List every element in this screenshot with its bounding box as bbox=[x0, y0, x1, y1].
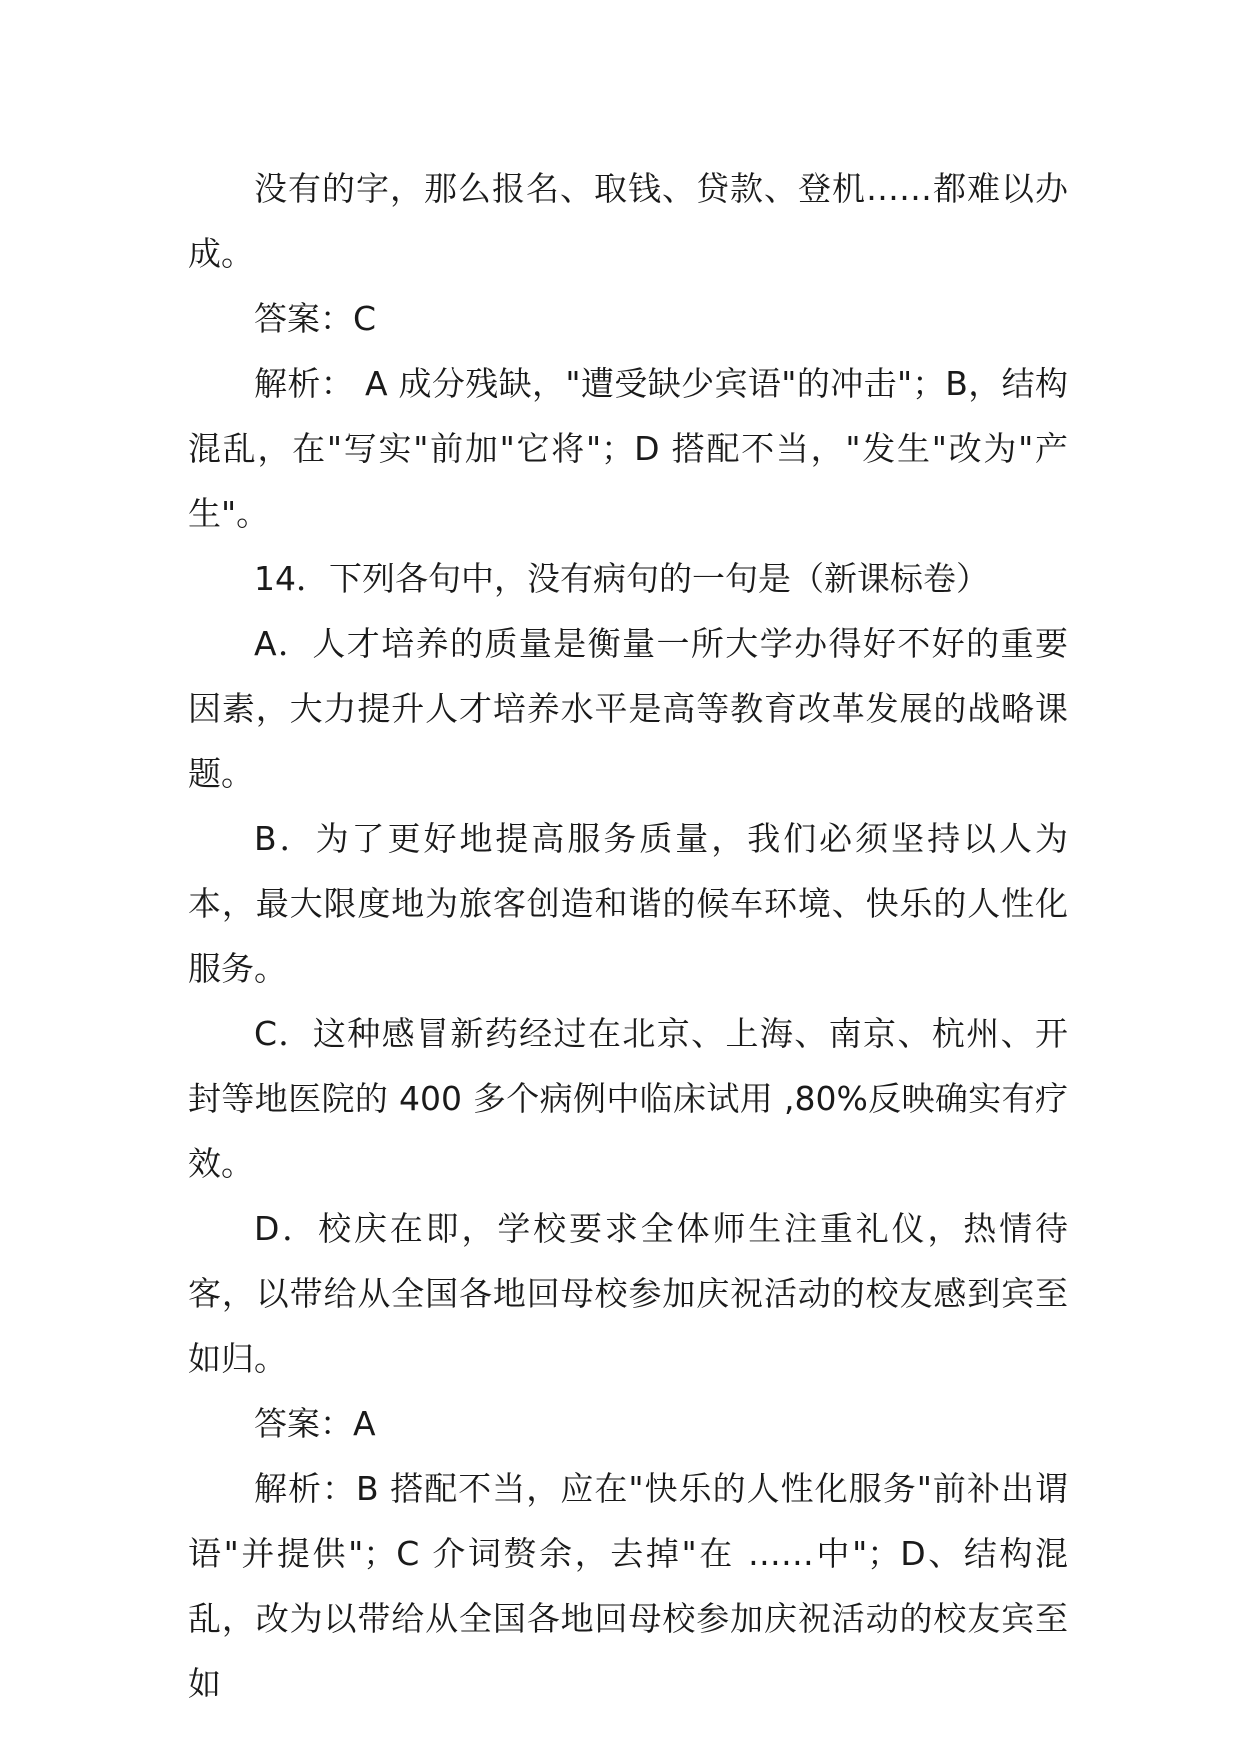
answer-line-13: 答案：C bbox=[254, 299, 377, 338]
explanation-14: 解析：B 搭配不当，应在"快乐的人性化服务"前补出谓语"并提供"；C 介词赘余，去掉"在 ……中"；D、结构混乱，改为以带给从全国各地回母校参加庆祝活动的校友宾至如 bbox=[188, 1469, 1068, 1703]
explanation-13: 解析： A 成分残缺，"遭受缺少宾语"的冲击"；B，结构混乱，在"写实"前加"它将"；D 搭配不当，"发生"改为"产生"。 bbox=[188, 364, 1068, 533]
document-body bbox=[188, 156, 1068, 1716]
option-c: C．这种感冒新药经过在北京、上海、南京、杭州、开封等地医院的 400 多个病例中临床试用 ,80%反映确实有疗效。 bbox=[188, 1014, 1068, 1183]
answer-line-14: 答案：A bbox=[254, 1404, 376, 1443]
option-d: D．校庆在即，学校要求全体师生注重礼仪，热情待客，以带给从全国各地回母校参加庆祝活动的校友感到宾至如归。 bbox=[188, 1209, 1068, 1378]
option-b: B．为了更好地提高服务质量，我们必须坚持以人为本，最大限度地为旅客创造和谐的候车环境、快乐的人性化服务。 bbox=[188, 819, 1068, 988]
paragraph-continuation: 没有的字，那么报名、取钱、贷款、登机……都难以办成。 bbox=[188, 169, 1068, 273]
question-14-stem: 14．下列各句中，没有病句的一句是（新课标卷） bbox=[254, 559, 989, 598]
option-a: A．人才培养的质量是衡量一所大学办得好不好的重要因素，大力提升人才培养水平是高等教育改革发展的战略课题。 bbox=[188, 624, 1068, 793]
